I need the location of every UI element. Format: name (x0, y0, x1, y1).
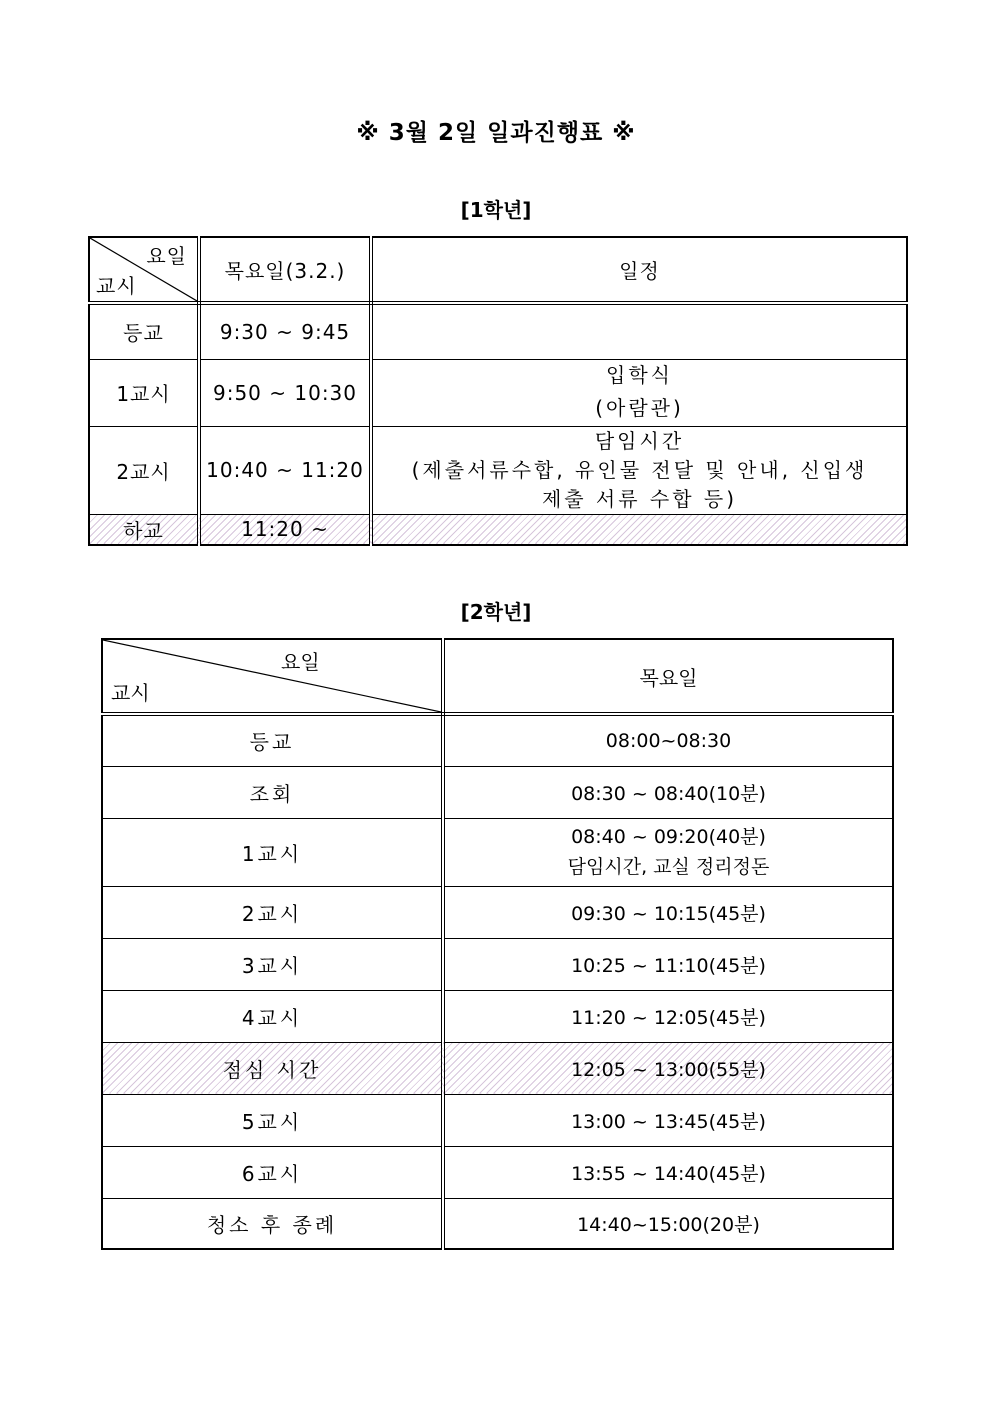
grade2-heading: [2학년] (460, 600, 532, 624)
schedule-cell (371, 514, 907, 545)
note-line: 담임시간, 교실 정리정돈 (567, 856, 770, 878)
table-row (102, 714, 893, 766)
corner-label-period: 교시 (96, 274, 137, 298)
time-cell: 11:20 ~ (199, 514, 371, 545)
table-row (89, 303, 907, 359)
time-cell: 9:30 ~ 9:45 (199, 303, 371, 359)
period-cell: 청소 후 종례 (102, 1198, 443, 1249)
table-row-lunch (102, 1042, 893, 1094)
schedule-line: 입학식 (606, 362, 673, 387)
schedule-line: (아람관) (595, 395, 684, 420)
schedule-header: 일정 (371, 237, 907, 303)
period-cell: 2교시 (102, 886, 443, 938)
period-cell: 점심 시간 (102, 1042, 443, 1094)
time-cell: 08:30 ~ 08:40(10분) (443, 766, 893, 818)
time-cell (443, 818, 893, 886)
table-row (89, 359, 907, 426)
schedule-line: 제출 서류 수합 등) (541, 486, 738, 511)
time-cell: 08:00~08:30 (443, 714, 893, 766)
schedule-cell (371, 303, 907, 359)
table-row (102, 1094, 893, 1146)
period-cell: 5교시 (102, 1094, 443, 1146)
day-header: 목요일(3.2.) (199, 237, 371, 303)
table-header-row (89, 237, 907, 303)
time-cell: 14:40~15:00(20분) (443, 1198, 893, 1249)
period-cell: 등교 (89, 303, 199, 359)
table-row (102, 990, 893, 1042)
table-row (89, 426, 907, 514)
schedule-cell (371, 359, 907, 426)
table-row (102, 1146, 893, 1198)
table-row (102, 818, 893, 886)
table-row (102, 766, 893, 818)
time-cell: 13:55 ~ 14:40(45분) (443, 1146, 893, 1198)
period-cell: 조회 (102, 766, 443, 818)
corner-header-cell (89, 237, 199, 303)
time-cell: 13:00 ~ 13:45(45분) (443, 1094, 893, 1146)
time-cell: 09:30 ~ 10:15(45분) (443, 886, 893, 938)
table-header-row (102, 639, 893, 714)
table-row (102, 938, 893, 990)
time-cell: 12:05 ~ 13:00(55분) (443, 1042, 893, 1094)
period-cell: 하교 (89, 514, 199, 545)
grade2-schedule-table (101, 638, 894, 1250)
corner-label-day: 요일 (146, 244, 187, 268)
corner-label-period: 교시 (111, 681, 150, 705)
schedule-line: 담임시간 (594, 428, 685, 453)
diagonal-divider (103, 640, 441, 712)
time-cell: 10:25 ~ 11:10(45분) (443, 938, 893, 990)
period-cell: 1교시 (89, 359, 199, 426)
schedule-line: (제출서류수합, 유인물 전달 및 안내, 신입생 (411, 457, 868, 482)
time-cell: 9:50 ~ 10:30 (199, 359, 371, 426)
period-cell: 2교시 (89, 426, 199, 514)
time-cell: 10:40 ~ 11:20 (199, 426, 371, 514)
table-row (102, 886, 893, 938)
period-cell: 6교시 (102, 1146, 443, 1198)
period-cell: 4교시 (102, 990, 443, 1042)
grade1-heading: [1학년] (460, 198, 532, 222)
page-title: ※ 3월 2일 일과진행표 ※ (356, 120, 636, 146)
corner-header-cell (102, 639, 443, 714)
period-cell: 등교 (102, 714, 443, 766)
time-cell: 11:20 ~ 12:05(45분) (443, 990, 893, 1042)
period-cell: 3교시 (102, 938, 443, 990)
period-cell: 1교시 (102, 818, 443, 886)
time-line: 08:40 ~ 09:20(40분) (571, 826, 766, 848)
schedule-cell (371, 426, 907, 514)
day-header: 목요일 (443, 639, 893, 714)
table-row-dismissal (89, 514, 907, 545)
corner-label-day: 요일 (281, 650, 320, 674)
table-row (102, 1198, 893, 1249)
grade1-schedule-table (88, 236, 908, 546)
